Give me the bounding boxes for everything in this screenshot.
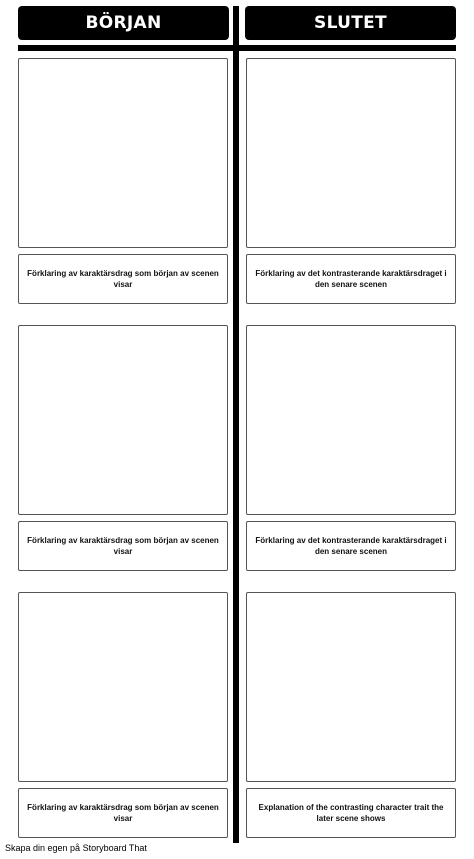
end-image-cell-3[interactable]: [246, 592, 456, 782]
beginning-image-cell-3[interactable]: [18, 592, 228, 782]
column-divider: [233, 6, 239, 843]
end-text-cell-2[interactable]: Förklaring av det kontrasterande karaktärsdraget i den senare scenen: [246, 521, 456, 571]
storyboard-credit: Skapa din egen på Storyboard That: [5, 843, 147, 853]
beginning-text-cell-3[interactable]: Förklaring av karaktärsdrag som början av scenen visar: [18, 788, 228, 838]
beginning-image-cell-2[interactable]: [18, 325, 228, 515]
column-header-end: [245, 6, 456, 40]
end-image-cell-2[interactable]: [246, 325, 456, 515]
column-header-beginning: [18, 6, 229, 40]
beginning-text-cell-1[interactable]: Förklaring av karaktärsdrag som början av scenen visar: [18, 254, 228, 304]
beginning-text-cell-2[interactable]: Förklaring av karaktärsdrag som början av scenen visar: [18, 521, 228, 571]
beginning-image-cell-1[interactable]: [18, 58, 228, 248]
end-text-cell-1[interactable]: Förklaring av det kontrasterande karaktärsdraget i den senare scenen: [246, 254, 456, 304]
end-image-cell-1[interactable]: [246, 58, 456, 248]
column-header-end-label: SLUTET: [314, 13, 387, 33]
column-header-beginning-label: BÖRJAN: [85, 13, 162, 33]
end-text-cell-3[interactable]: Explanation of the contrasting character trait the later scene shows: [246, 788, 456, 838]
